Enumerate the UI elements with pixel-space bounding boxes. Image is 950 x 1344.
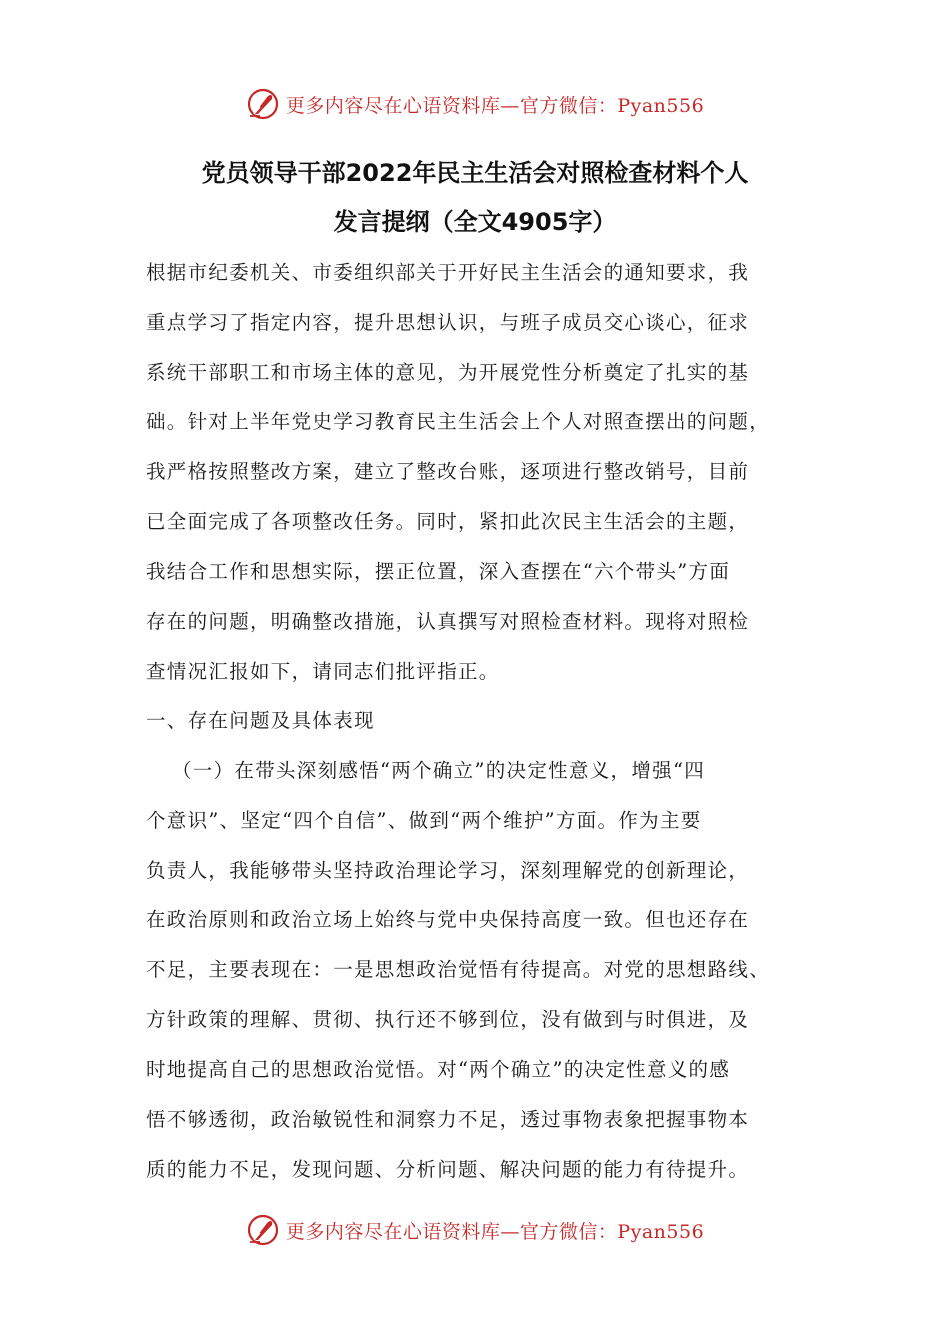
body-line: 存在的问题，明确整改措施，认真撰写对照检查材料。现将对照检 [146, 610, 750, 633]
watermark-footer [0, 1210, 950, 1250]
document-title-line-2: 发言提纲（全文4905字） [333, 208, 617, 236]
body-line: 础。针对上半年党史学习教育民主生活会上个人对照查摆出的问题， [146, 410, 771, 433]
body-line: 个意识”、坚定“四个自信”、做到“两个维护”方面。作为主要 [146, 809, 702, 832]
body-line: 查情况汇报如下，请同志们批评指正。 [146, 660, 500, 683]
document-title-line-1: 党员领导干部2022年民主生活会对照检查材料个人 [201, 159, 749, 187]
body-line: 已全面完成了各项整改任务。同时，紧扣此次民主生活会的主题， [146, 510, 750, 533]
body-line: 根据市纪委机关、市委组织部关于开好民主生活会的通知要求，我 [146, 261, 750, 284]
body-line: 重点学习了指定内容，提升思想认识，与班子成员交心谈心，征求 [146, 311, 750, 334]
body-line: 我严格按照整改方案，建立了整改台账，逐项进行整改销号，目前 [146, 460, 750, 483]
body-line: 质的能力不足，发现问题、分析问题、解决问题的能力有待提升。 [146, 1158, 750, 1181]
watermark-header [0, 84, 950, 124]
body-line: 不足，主要表现在：一是思想政治觉悟有待提高。对党的思想路线、 [146, 958, 771, 981]
body-line: 系统干部职工和市场主体的意见，为开展党性分析奠定了扎实的基 [146, 361, 750, 384]
section-heading: 一、存在问题及具体表现 [146, 709, 375, 732]
body-line: 我结合工作和思想实际，摆正位置，深入查摆在“六个带头”方面 [146, 560, 731, 583]
body-line: 在政治原则和政治立场上始终与党中央保持高度一致。但也还存在 [146, 908, 750, 931]
body-line: 方针政策的理解、贯彻、执行还不够到位，没有做到与时俱进，及 [146, 1008, 750, 1031]
body-line: 负责人，我能够带头坚持政治理论学习，深刻理解党的创新理论， [146, 859, 750, 882]
body-line: 悟不够透彻，政治敏锐性和洞察力不足，透过事物表象把握事物本 [146, 1108, 750, 1131]
quill-pen-logo-icon [246, 1213, 280, 1247]
watermark-text: 更多内容尽在心语资料库—官方微信：Pyan556 [285, 1220, 705, 1243]
body-line: 时地提高自己的思想政治觉悟。对“两个确立”的决定性意义的感 [146, 1058, 731, 1081]
watermark-text: 更多内容尽在心语资料库—官方微信：Pyan556 [285, 94, 705, 117]
quill-pen-logo-icon [246, 87, 280, 121]
subsection-heading: （一）在带头深刻感悟“两个确立”的决定性意义，增强“四 [172, 759, 706, 782]
